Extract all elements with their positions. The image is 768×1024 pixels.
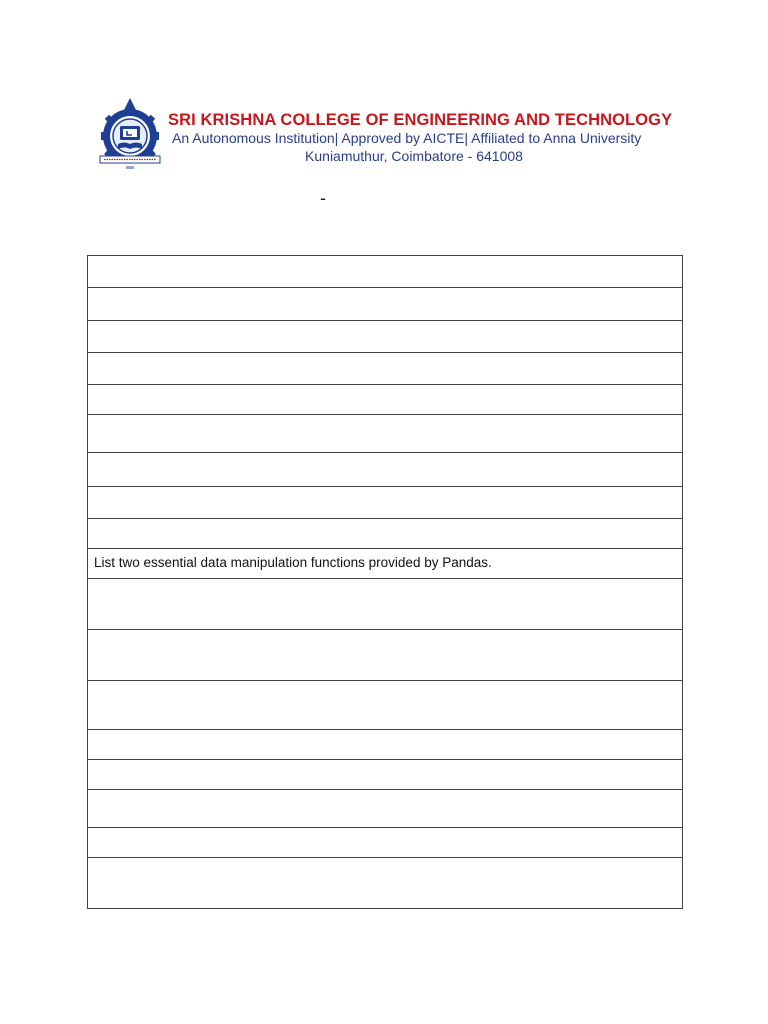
- table-row: [88, 288, 683, 321]
- table-cell: [88, 630, 683, 681]
- table-cell: [88, 353, 683, 385]
- table-row: [88, 760, 683, 790]
- table-row: [88, 487, 683, 519]
- table-row: [88, 256, 683, 288]
- question-row: [88, 549, 683, 579]
- question-table: [87, 255, 683, 909]
- college-address: Kuniamuthur, Coimbatore - 641008: [305, 148, 523, 164]
- question-text: List two essential data manipulation functions provided by Pandas.: [88, 549, 683, 579]
- table-cell: [88, 790, 683, 828]
- table-cell: [88, 858, 683, 909]
- table-cell: [88, 385, 683, 415]
- table-cell: [88, 415, 683, 453]
- table-cell: [88, 288, 683, 321]
- table-cell: [88, 453, 683, 487]
- table-row: [88, 353, 683, 385]
- table-row: [88, 415, 683, 453]
- table-cell: [88, 321, 683, 353]
- table-cell: [88, 828, 683, 858]
- table-row: [88, 385, 683, 415]
- table-cell: [88, 487, 683, 519]
- title-placeholder-dash: -: [320, 188, 326, 208]
- table-cell: [88, 519, 683, 549]
- table-row: [88, 828, 683, 858]
- table-row: [88, 730, 683, 760]
- table-row: [88, 519, 683, 549]
- table-row: [88, 681, 683, 730]
- table-cell: [88, 256, 683, 288]
- college-subtitle: An Autonomous Institution| Approved by AICTE| Affiliated to Anna University: [172, 130, 642, 146]
- college-name: SRI KRISHNA COLLEGE OF ENGINEERING AND TECHNOLOGY: [168, 111, 673, 129]
- table-row: [88, 579, 683, 630]
- table-cell: [88, 730, 683, 760]
- table-row: [88, 630, 683, 681]
- table-row: [88, 858, 683, 909]
- table-row: [88, 453, 683, 487]
- table-cell: [88, 681, 683, 730]
- table-cell: [88, 579, 683, 630]
- table-row: [88, 790, 683, 828]
- table-row: [88, 321, 683, 353]
- table-cell: [88, 760, 683, 790]
- document-header: [0, 0, 768, 200]
